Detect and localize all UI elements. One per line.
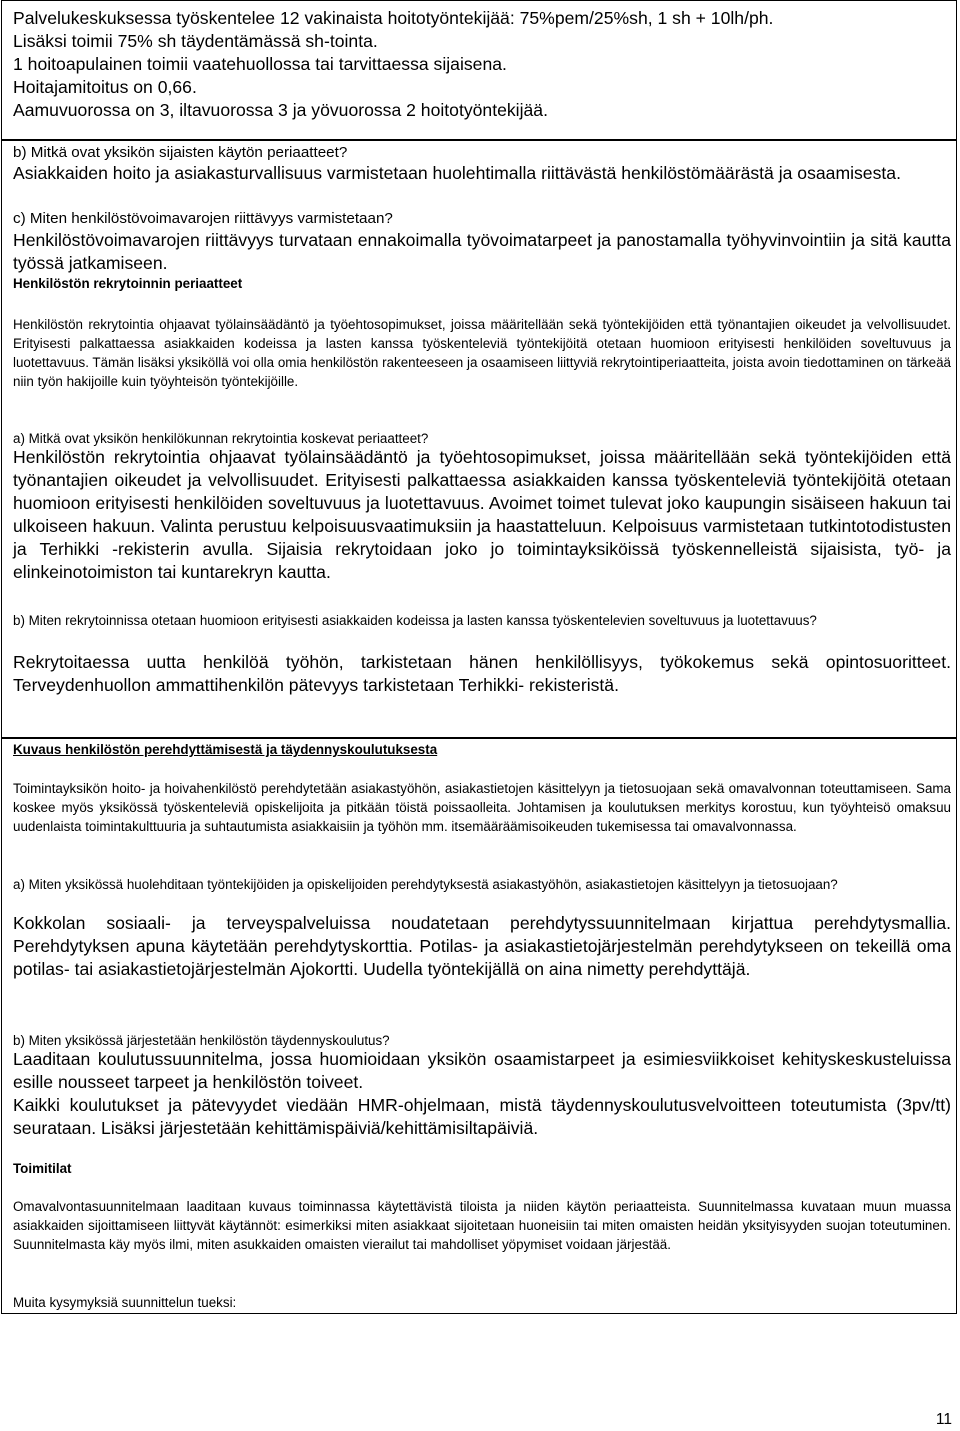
- resources-answer: Henkilöstövoimavarojen riittävyys turvataan ennakoimalla työvoimatarpeet ja panostamalla työhyvinvointiin ja sitä kautta työssä jatkamiseen.: [13, 230, 951, 273]
- staffing-section: [1, 0, 957, 140]
- resources-question: c) Miten henkilöstövoimavarojen riittävyys varmistetaan?: [13, 210, 393, 227]
- staffing-line: Palvelukeskuksessa työskentelee 12 vakinaista hoitotyöntekijää: 75%pem/25%sh, 1 sh + 10lh/ph.: [13, 8, 774, 28]
- recruitment-question-a: a) Mitkä ovat yksikön henkilökunnan rekrytointia koskevat periaatteet?: [13, 431, 429, 446]
- recruitment-section: [1, 140, 957, 738]
- staffing-line: 1 hoitoapulainen toimii vaatehuollossa tai tarvittaessa sijaisena.: [13, 54, 507, 74]
- training-answer-hmr: Kaikki koulutukset ja pätevyydet viedään HMR-ohjelmaan, mistä täydennyskoulutusvelvoitteen toteutumista (3pv/tt) seurataan. Lisäksi järjestetään kehittämispäiviä/kehittämisiltapäiviä.: [13, 1095, 951, 1138]
- recruitment-question-b: b) Miten rekrytoinnissa otetaan huomioon erityisesti asiakkaiden kodeissa ja lasten kanssa työskentelevien soveltuvuus ja luotettavuus?: [13, 613, 817, 628]
- training-answer-plan: Laaditaan koulutussuunnitelma, jossa huomioidaan yksikön osaamistarpeet ja esimiesviikkoiset kehityskeskusteluissa esille nousseet tarpeet ja henkilöstön toiveet.: [13, 1049, 951, 1092]
- orientation-heading: Kuvaus henkilöstön perehdyttämisestä ja täydennyskoulutuksesta: [13, 742, 438, 757]
- facilities-question: Muita kysymyksiä suunnittelun tueksi:: [13, 1295, 237, 1310]
- staffing-line: Lisäksi toimii 75% sh täydentämässä sh-tointa.: [13, 31, 378, 51]
- substitutes-question: b) Mitkä ovat yksikön sijaisten käytön periaatteet?: [13, 144, 348, 161]
- orientation-question-a: a) Miten yksikössä huolehditaan työntekijöiden ja opiskelijoiden perehdytyksestä asiakastyöhön, asiakastietojen käsittelyyn ja tietosuojaan?: [13, 877, 838, 892]
- substitutes-answer: Asiakkaiden hoito ja asiakasturvallisuus varmistetaan huolehtimalla riittävästä henkilöstömäärästä ja osaamisesta.: [13, 163, 901, 183]
- recruitment-answer-a: Henkilöstön rekrytointia ohjaavat työlainsäädäntö ja työehtosopimukset, joissa määritellään sekä työntekijöiden että työnantajien oikeudet ja velvollisuudet. Erityisesti palkattaessa asiakkaiden kanssa työskenteleviä työntekijöitä otetaan huomioon erityisesti henkilöiden soveltuvuus ja luotettavuus. Avoimet toimet tulevat joko kaupungin sisäiseen hakuun tai ulkoiseen hakuun. Valinta perustuu kelpoisuusvaatimuksiin ja haastatteluun. Kelpoisuus varmistetaan tutkintotodistusten ja Terhikki -rekisterin avulla. Sijaisia rekrytoidaan joko jo toimintayksiköissä työskennelleistä sijaisista, työ- ja elinkeinotoimiston tai kuntarekryn kautta.: [13, 447, 951, 582]
- training-question: b) Miten yksikössä järjestetään henkilöstön täydennyskoulutus?: [13, 1033, 390, 1048]
- staffing-line: Hoitajamitoitus on 0,66.: [13, 77, 197, 97]
- recruitment-heading: Henkilöstön rekrytoinnin periaatteet: [13, 276, 243, 291]
- orientation-answer-a: Kokkolan sosiaali- ja terveyspalveluissa noudatetaan perehdytyssuunnitelmaan kirjattua perehdytysmallia. Perehdytyksen apuna käytetään perehdytyskorttia. Potilas- ja asiakastietojärjestelmän perehdytykseen on tekeillä oma potilas- tai asiakastietojärjestelmän Ajokortti. Uudella työntekijällä on aina nimetty perehdyttäjä.: [13, 913, 951, 979]
- page-number: 11: [935, 1411, 952, 1428]
- staffing-line: Aamuvuorossa on 3, iltavuorossa 3 ja yövuorossa 2 hoitotyöntekijää.: [13, 100, 548, 120]
- facilities-intro: Omavalvontasuunnitelmaan laaditaan kuvaus toiminnassa käytettävistä tiloista ja niiden käytön periaatteista. Suunnitelmassa kuvataan muun muassa asiakkaiden sijoittamiseen liittyvät käytännöt: esimerkiksi miten asiakkaat sijoitetaan huoneisiin tai miten omaisten heidän yksityisyyden suojan toteutuminen. Suunnitelmasta käy myös ilmi, miten asukkaiden omaisten vierailut tai mahdolliset yöpymiset voidaan järjestää.: [13, 1199, 951, 1252]
- orientation-intro: Toimintayksikön hoito- ja hoivahenkilöstö perehdytetään asiakastyöhön, asiakastietojen käsittelyyn ja tietosuojaan sekä omavalvonnan toteuttamiseen. Sama koskee myös yksikössä työskenteleviä opiskelijoita ja pitkään töistä poissaolleita. Johtamisen ja koulutuksen merkitys korostuu, kun työyhteisö omaksuu uudenlaista toimintakulttuuria ja suhtautumista asiakkaisiin ja työhön mm. itsemääräämisoikeuden tukemisessa tai omavalvonnassa.: [13, 781, 951, 834]
- orientation-section: [1, 738, 957, 1314]
- recruitment-intro: Henkilöstön rekrytointia ohjaavat työlainsäädäntö ja työehtosopimukset, joissa määritellään sekä työntekijöiden että työnantajien oikeudet ja velvollisuudet. Erityisesti palkattaessa asiakkaiden kodeissa ja lasten kanssa työskenteleviä työntekijöitä otetaan huomioon erityisesti henkilöiden soveltuvuus ja luotettavuus. Tämän lisäksi yksiköllä voi olla omia henkilöstön rakenteeseen ja osaamiseen liittyviä rekrytointiperiaatteita, joista avoin tiedottaminen on tärkeää niin työn hakijoille kuin työyhteisön työntekijöille.: [13, 317, 951, 389]
- recruitment-answer-b: Rekrytoitaessa uutta henkilöä työhön, tarkistetaan hänen henkilöllisyys, työkokemus sekä opintosuoritteet. Terveydenhuollon ammattihenkilön pätevyys tarkistetaan Terhikki- rekisteristä.: [13, 652, 951, 695]
- facilities-heading: Toimitilat: [13, 1161, 72, 1176]
